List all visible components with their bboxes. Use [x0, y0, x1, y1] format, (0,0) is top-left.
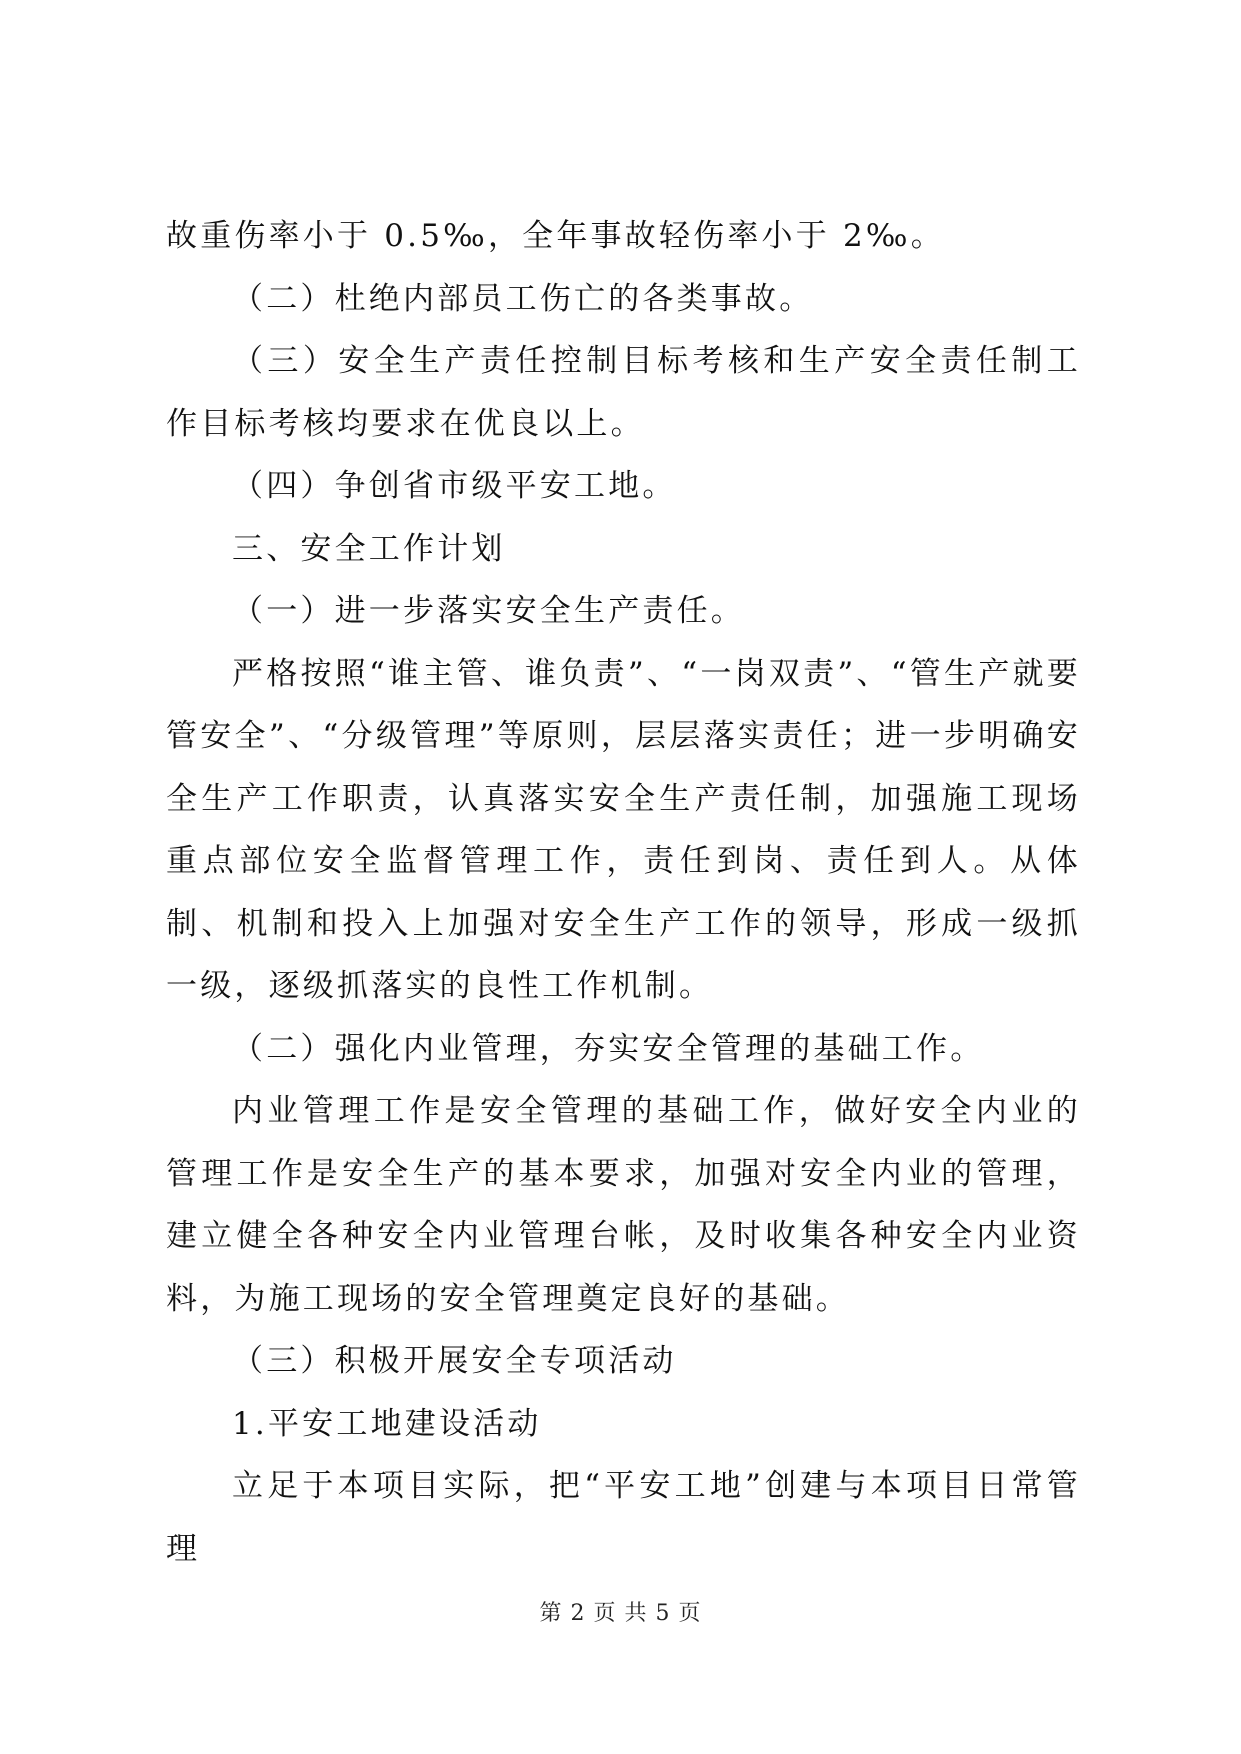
page-footer: 第 2 页 共 5 页 [539, 1601, 702, 1626]
paragraph-goal-two: （二）杜绝内部员工伤亡的各类事故。 [232, 280, 814, 317]
paragraph-plan-two-body: 内业管理工作是安全管理的基础工作，做好安全内业的管理工作是安全生产的基本要求，加强对安全内业的管理，建立健全各种安全内业管理台帐，及时收集各种安全内业资料，为施工现场的安全管理奠定良好的基础。 [166, 1093, 1081, 1317]
subheading-plan-one: （一）进一步落实安全生产责任。 [232, 593, 745, 629]
subheading-safe-site-activity: 1.平安工地建设活动 [232, 1405, 542, 1442]
paragraph-goal-four: （四）争创省市级平安工地。 [232, 468, 677, 504]
document-body [166, 205, 1081, 1580]
paragraph-plan-one-body: 严格按照“谁主管、谁负责”、“一岗双责”、“管生产就要管安全”、“分级管理”等原则，层层落实责任；进一步明确安全生产工作职责，认真落实安全生产责任制，加强施工现场重点部位安全监督管理工作，责任到岗、责任到人。从体制、机制和投入上加强对安全生产工作的领导，形成一级抓一级，逐级抓落实的良性工作机制。 [166, 655, 1081, 1004]
paragraph-safe-site-body: 立足于本项目实际，把“平安工地”创建与本项目日常管理 [166, 1468, 1081, 1567]
section-heading-safety-plan: 三、安全工作计划 [232, 530, 506, 567]
subheading-plan-three: （三）积极开展安全专项活动 [232, 1343, 677, 1379]
paragraph-goal-three: （三）安全生产责任控制目标考核和生产安全责任制工作目标考核均要求在优良以上。 [166, 343, 1081, 442]
subheading-plan-two: （二）强化内业管理，夯实安全管理的基础工作。 [232, 1030, 985, 1067]
paragraph-continuation-injury-rate: 故重伤率小于 0.5‰，全年事故轻伤率小于 2‰。 [166, 218, 945, 254]
